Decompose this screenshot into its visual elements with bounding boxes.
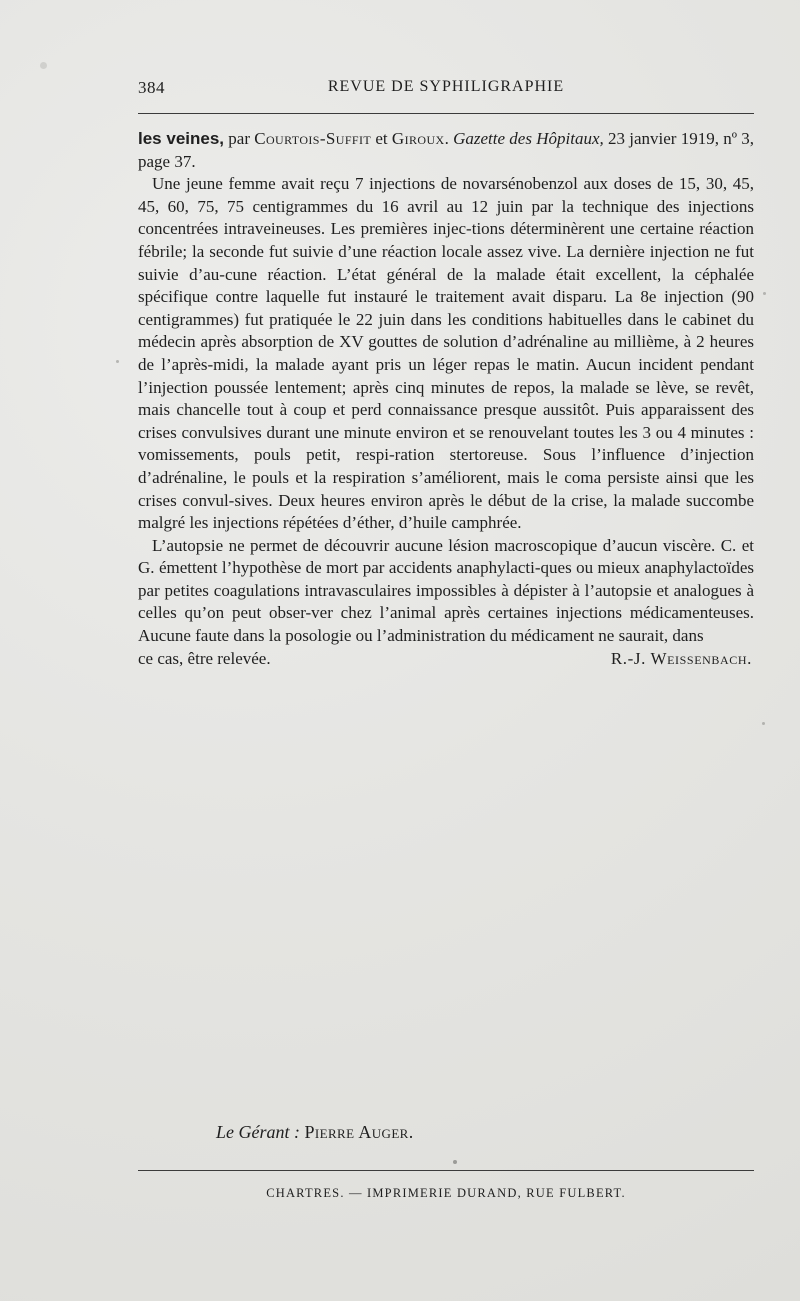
article-citation — [138, 128, 754, 173]
paper-speck — [762, 722, 765, 725]
page-header — [138, 78, 754, 102]
gerant-line — [216, 1122, 414, 1143]
footer-rule — [138, 1170, 754, 1171]
printer-imprint: CHARTRES. — IMPRIMERIE DURAND, RUE FULBERT. — [266, 1186, 626, 1200]
paper-speck — [40, 62, 47, 69]
closing-line — [138, 648, 754, 671]
article-paragraph: Une jeune femme avait reçu 7 injections de novarsénobenzol aux doses de 15, 30, 45, 45, 60, 75, 75 centigrammes du 16 avril au 12 juin par la technique des injections concentrées intraveineuses. Les premières injec-tions déterminèrent une certaine réaction fébrile; la seconde fut suivie d’une réaction locale assez vive. La dernière injection ne fut suivie d’au-cune réaction. L’état général de la malade était excellent, la céphalée spécifique contre laquelle fut instauré le traitement avait disparu. La 8e injection (90 centigrammes) fut pratiquée le 22 juin dans les conditions habituelles dans le cabinet du médecin après absorption de XV gouttes de solution d’adrénaline au millième, à 2 heures de l’après-midi, la malade ayant pris un léger repas le matin. Aucun incident pendant l’injection poussée lentement; après cinq minutes de repos, la malade se lève, se revêt, mais chancelle tout à coup et perd connaissance presque aussitôt. Puis apparaissent des crises convulsives durant une minute environ et se renouvelant toutes les 3 ou 4 minutes : vomissements, pouls petit, respi-ration stertoreuse. Sous l’influence d’injection d’adrénaline, le pouls et la respiration s’améliorent, mais le coma persiste ainsi que les crises convul-sives. Deux heures environ après le début de la crise, la malade succombe malgré les injections répétées d’éther, d’huile camphrée. — [138, 174, 754, 533]
paper-speck — [116, 360, 119, 363]
gerant-label: Le Gérant : — [216, 1122, 300, 1142]
gerant-name: Pierre Auger. — [304, 1122, 414, 1142]
header-rule — [138, 113, 754, 114]
citation-et: et — [371, 129, 392, 148]
author-signature: R.-J. Weissenbach. — [610, 648, 752, 668]
closing-text: ce cas, être relevée. — [138, 648, 271, 668]
article-paragraph-last: L’autopsie ne permet de découvrir aucune lésion macroscopique d’aucun viscère. C. et G. émettent l’hypothèse de mort par accidents anaphylacti-ques ou mieux anaphylactoïdes par petites coagulations intravasculaires impossibles à dépister à l’autopsie et analogues à celles qu’on peut obser-ver chez l’animal après certaines injections médicamenteuses. Aucune faute dans la posologie ou l’administration du médicament ne saurait, dans — [138, 535, 754, 646]
author-2: Giroux — [391, 129, 445, 148]
running-title: REVUE DE SYPHILIGRAPHIE — [327, 78, 565, 95]
journal-name: Gazette des Hôpitaux, — [453, 129, 604, 148]
paper-speck — [763, 292, 766, 295]
citation-separator: . — [444, 129, 454, 148]
paper-speck — [453, 1160, 457, 1164]
page-number: 384 — [138, 78, 165, 97]
author-1: Courtois-Suffit — [254, 129, 372, 148]
citation-par: par — [224, 129, 255, 148]
citation-details: 23 janvier 1919, nº 3, page 37. — [138, 129, 754, 171]
article-body — [138, 128, 754, 670]
article-title: les veines, — [138, 129, 225, 148]
